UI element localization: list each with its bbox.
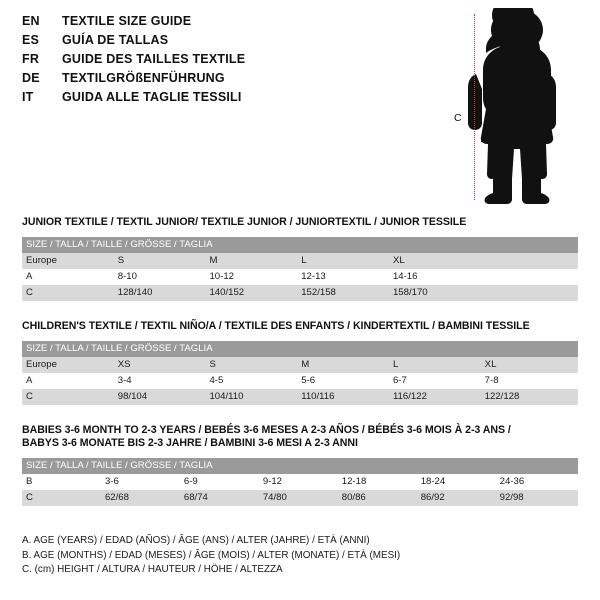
cell-age-xl: 14-16 — [389, 269, 481, 285]
table-children — [22, 341, 578, 405]
cell-height-l: 116/122 — [389, 389, 481, 405]
cell-months-18-24: 18-24 — [417, 474, 496, 490]
table-junior-header-label: SIZE / TALLA / TAILLE / GRÖSSE / TAGLIA — [22, 237, 578, 253]
cell-age-m: 10-12 — [205, 269, 297, 285]
cell-months-24-36: 24-36 — [496, 474, 578, 490]
cell-height-12-18: 80/86 — [338, 490, 417, 506]
legend — [22, 534, 582, 578]
table-row — [22, 474, 578, 490]
figure-area — [445, 8, 593, 208]
cell-age-s: 8-10 — [114, 269, 206, 285]
table-row — [22, 357, 578, 373]
cell-height-m: 110/116 — [297, 389, 389, 405]
table-babies — [22, 458, 578, 506]
cell-months-9-12: 9-12 — [259, 474, 338, 490]
table-row — [22, 389, 578, 405]
cell-height-s: 104/110 — [205, 389, 297, 405]
cell-row-label-c: C — [22, 490, 101, 506]
cell-months-12-18: 12-18 — [338, 474, 417, 490]
title-row-es — [22, 33, 442, 52]
cell-empty — [481, 285, 578, 301]
cell-row-label-c: C — [22, 389, 114, 405]
cell-size-s: S — [205, 357, 297, 373]
table-junior — [22, 237, 578, 301]
language-code-es: ES — [22, 33, 40, 47]
section-heading-junior: JUNIOR TEXTILE / TEXTIL JUNIOR/ TEXTILE JUNIOR / JUNIORTEXTIL / JUNIOR TESSILE — [22, 216, 467, 228]
cell-age-s: 4-5 — [205, 373, 297, 389]
cell-height-9-12: 74/80 — [259, 490, 338, 506]
title-row-en — [22, 14, 442, 33]
cell-size-xl: XL — [389, 253, 481, 269]
cell-size-xs: XS — [114, 357, 206, 373]
cell-region-label: Europe — [22, 253, 114, 269]
legend-item-c: C. (cm) HEIGHT / ALTURA / HAUTEUR / HÖHE / ALTEZZA — [22, 564, 283, 576]
table-row — [22, 285, 578, 301]
legend-item-a: A. AGE (YEARS) / EDAD (AÑOS) / ÂGE (ANS) / ALTER (JAHRE) / ETÀ (ANNI) — [22, 535, 370, 546]
cell-size-m: M — [205, 253, 297, 269]
height-measure-guide — [474, 14, 475, 200]
cell-region-label: Europe — [22, 357, 114, 373]
cell-row-label-b: B — [22, 474, 101, 490]
cell-height-s: 128/140 — [114, 285, 206, 301]
title-text-it: GUIDA ALLE TAGLIE TESSILI — [62, 90, 242, 104]
title-text-es: GUÍA DE TALLAS — [62, 33, 169, 47]
cell-height-m: 140/152 — [205, 285, 297, 301]
section-heading-children: CHILDREN'S TEXTILE / TEXTIL NIÑO/A / TEXTILE DES ENFANTS / KINDERTEXTIL / BAMBINI TESSILE — [22, 320, 530, 332]
cell-empty — [481, 269, 578, 285]
cell-height-xl: 122/128 — [481, 389, 578, 405]
cell-size-l: L — [389, 357, 481, 373]
language-code-it: IT — [22, 90, 34, 104]
cell-height-18-24: 86/92 — [417, 490, 496, 506]
child-silhouette-icon — [445, 8, 593, 208]
cell-size-l: L — [297, 253, 389, 269]
section-heading-babies-line2: BABYS 3-6 MONATE BIS 2-3 JAHRE / BAMBINI 3-6 MESI A 2-3 ANNI — [22, 437, 358, 449]
title-text-fr: GUIDE DES TAILLES TEXTILE — [62, 52, 246, 66]
language-code-de: DE — [22, 71, 40, 85]
table-row — [22, 269, 578, 285]
legend-item-b: B. AGE (MONTHS) / EDAD (MESES) / ÂGE (MOIS) / ALTER (MONATE) / ETÀ (MESI) — [22, 549, 401, 561]
table-junior-header-row — [22, 237, 578, 253]
cell-row-label-c: C — [22, 285, 114, 301]
table-children-header-label: SIZE / TALLA / TAILLE / GRÖSSE / TAGLIA — [22, 341, 578, 357]
cell-height-xl: 158/170 — [389, 285, 481, 301]
title-text-en: TEXTILE SIZE GUIDE — [62, 14, 192, 28]
cell-age-xs: 3-4 — [114, 373, 206, 389]
title-row-fr — [22, 52, 442, 71]
cell-empty — [481, 253, 578, 269]
cell-months-3-6: 3-6 — [101, 474, 180, 490]
section-heading-babies-line1: BABIES 3-6 MONTH TO 2-3 YEARS / BEBÉS 3-6 MESES A 2-3 AÑOS / BÉBÉS 3-6 MOIS À 2-3 ANS / — [22, 424, 511, 436]
table-row — [22, 253, 578, 269]
title-text-de: TEXTILGRÖßENFÜHRUNG — [62, 71, 225, 85]
table-babies-header-label: SIZE / TALLA / TAILLE / GRÖSSE / TAGLIA — [22, 458, 578, 474]
table-row — [22, 490, 578, 506]
cell-size-xl: XL — [481, 357, 578, 373]
table-row — [22, 373, 578, 389]
cell-row-label-a: A — [22, 373, 114, 389]
table-children-header-row — [22, 341, 578, 357]
cell-age-m: 5-6 — [297, 373, 389, 389]
cell-size-m: M — [297, 357, 389, 373]
cell-age-l: 12-13 — [297, 269, 389, 285]
title-block — [22, 14, 442, 109]
language-code-fr: FR — [22, 52, 40, 66]
cell-months-6-9: 6-9 — [180, 474, 259, 490]
cell-height-24-36: 92/98 — [496, 490, 578, 506]
table-babies-header-row — [22, 458, 578, 474]
cell-row-label-a: A — [22, 269, 114, 285]
cell-age-l: 6-7 — [389, 373, 481, 389]
cell-height-6-9: 68/74 — [180, 490, 259, 506]
cell-size-s: S — [114, 253, 206, 269]
title-row-it — [22, 90, 442, 109]
language-code-en: EN — [22, 14, 40, 28]
cell-height-l: 152/158 — [297, 285, 389, 301]
cell-age-xl: 7-8 — [481, 373, 578, 389]
title-row-de — [22, 71, 442, 90]
cell-height-xs: 98/104 — [114, 389, 206, 405]
cell-height-3-6: 62/68 — [101, 490, 180, 506]
measure-label-c: C — [454, 112, 462, 124]
